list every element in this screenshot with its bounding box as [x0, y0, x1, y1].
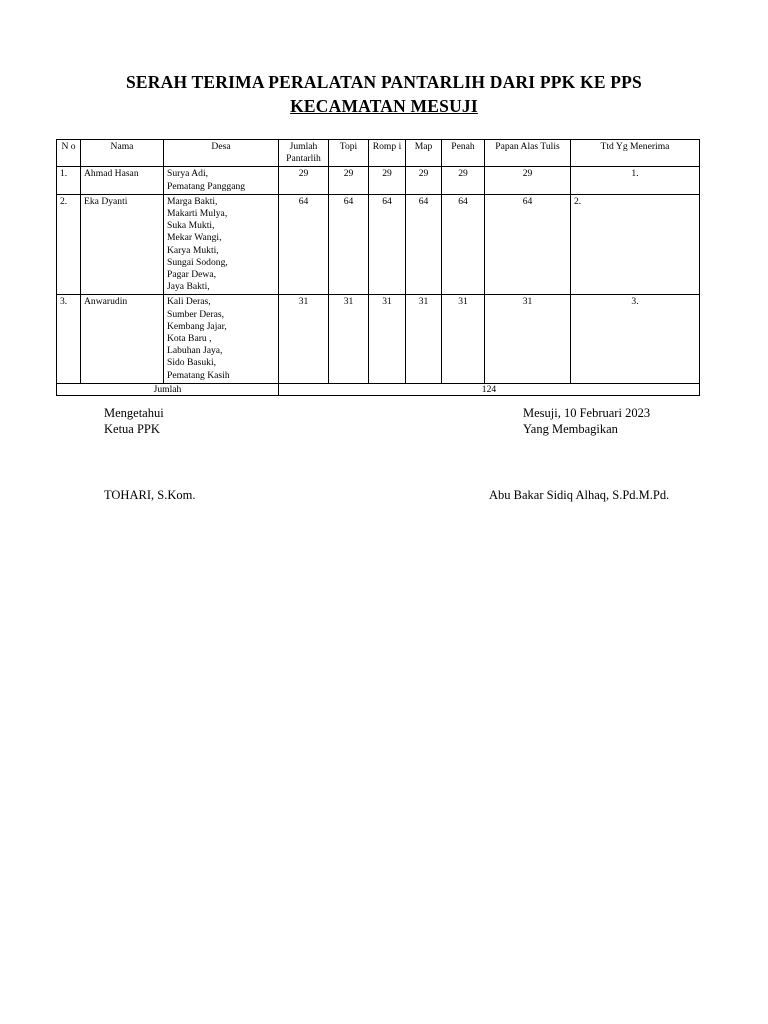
desa-item: Suka Mukti,	[167, 220, 215, 232]
cell-papan: 31	[485, 295, 571, 383]
sig-left-role: Ketua PPK	[104, 422, 160, 436]
cell-desa	[164, 194, 279, 295]
desa-item: Pematang Kasih	[167, 369, 230, 381]
desa-item: Sungai Sodong,	[167, 256, 228, 268]
cell-ttd: 1.	[571, 167, 700, 194]
cell-penah: 29	[442, 167, 485, 194]
table-header-row	[57, 140, 700, 167]
cell-map: 29	[406, 167, 442, 194]
desa-item: Kali Deras,	[167, 296, 211, 308]
desa-item: Surya Adi,	[167, 168, 209, 180]
table-row	[57, 194, 700, 295]
cell-no: 2.	[57, 194, 81, 295]
cell-nama: Eka Dyanti	[81, 194, 164, 295]
table-row	[57, 295, 700, 383]
total-value: 124	[279, 383, 700, 395]
document-title: SERAH TERIMA PERALATAN PANTARLIH DARI PPK KE PPS	[125, 72, 642, 92]
desa-item: Sido Basuki,	[167, 357, 217, 369]
header-no: N o	[57, 140, 81, 167]
cell-no: 3.	[57, 295, 81, 383]
cell-rompi: 31	[369, 295, 406, 383]
table-row	[57, 167, 700, 194]
sig-right-date: Mesuji, 10 Februari 2023	[523, 406, 651, 420]
cell-ttd: 3.	[571, 295, 700, 383]
desa-item: Karya Mukti,	[167, 244, 219, 256]
cell-nama: Ahmad Hasan	[81, 167, 164, 194]
cell-rompi: 29	[369, 167, 406, 194]
desa-item: Jaya Bakti,	[167, 281, 210, 293]
cell-map: 64	[406, 194, 442, 295]
sig-left-name: TOHARI, S.Kom.	[104, 488, 196, 502]
desa-item: Makarti Mulya,	[167, 208, 228, 220]
desa-item: Pematang Panggang	[167, 180, 246, 192]
handover-table	[56, 139, 700, 396]
header-ttd: Ttd Yg Menerima	[571, 140, 700, 167]
cell-rompi: 64	[369, 194, 406, 295]
header-jumlah-pantarlih: Jumlah Pantarlih	[279, 140, 329, 167]
cell-jumlah: 29	[279, 167, 329, 194]
cell-jumlah: 64	[279, 194, 329, 295]
sig-left-label: Mengetahui	[104, 406, 164, 420]
sig-right-role: Yang Membagikan	[523, 422, 618, 436]
header-desa: Desa	[164, 140, 279, 167]
cell-papan: 29	[485, 167, 571, 194]
total-label: Jumlah	[57, 383, 279, 395]
cell-jumlah: 31	[279, 295, 329, 383]
desa-item: Mekar Wangi,	[167, 232, 222, 244]
header-topi: Topi	[329, 140, 369, 167]
desa-item: Marga Bakti,	[167, 195, 218, 207]
cell-penah: 64	[442, 194, 485, 295]
cell-papan: 64	[485, 194, 571, 295]
cell-topi: 31	[329, 295, 369, 383]
desa-item: Sumber Deras,	[167, 308, 225, 320]
cell-map: 31	[406, 295, 442, 383]
header-penah: Penah	[442, 140, 485, 167]
cell-penah: 31	[442, 295, 485, 383]
sig-right-name: Abu Bakar Sidiq Alhaq, S.Pd.M.Pd.	[489, 488, 670, 502]
total-row	[57, 383, 700, 395]
desa-item: Labuhan Jaya,	[167, 345, 223, 357]
document-subtitle: KECAMATAN MESUJI	[290, 96, 478, 116]
cell-topi: 64	[329, 194, 369, 295]
cell-topi: 29	[329, 167, 369, 194]
cell-no: 1.	[57, 167, 81, 194]
desa-item: Pagar Dewa,	[167, 269, 217, 281]
cell-nama: Anwarudin	[81, 295, 164, 383]
header-rompi: Romp i	[369, 140, 406, 167]
header-nama: Nama	[81, 140, 164, 167]
desa-item: Kembang Jajar,	[167, 320, 227, 332]
cell-ttd: 2.	[571, 194, 700, 295]
cell-desa	[164, 167, 279, 194]
desa-item: Kota Baru ,	[167, 333, 212, 345]
cell-desa	[164, 295, 279, 383]
header-map: Map	[406, 140, 442, 167]
header-papan-alas-tulis: Papan Alas Tulis	[485, 140, 571, 167]
